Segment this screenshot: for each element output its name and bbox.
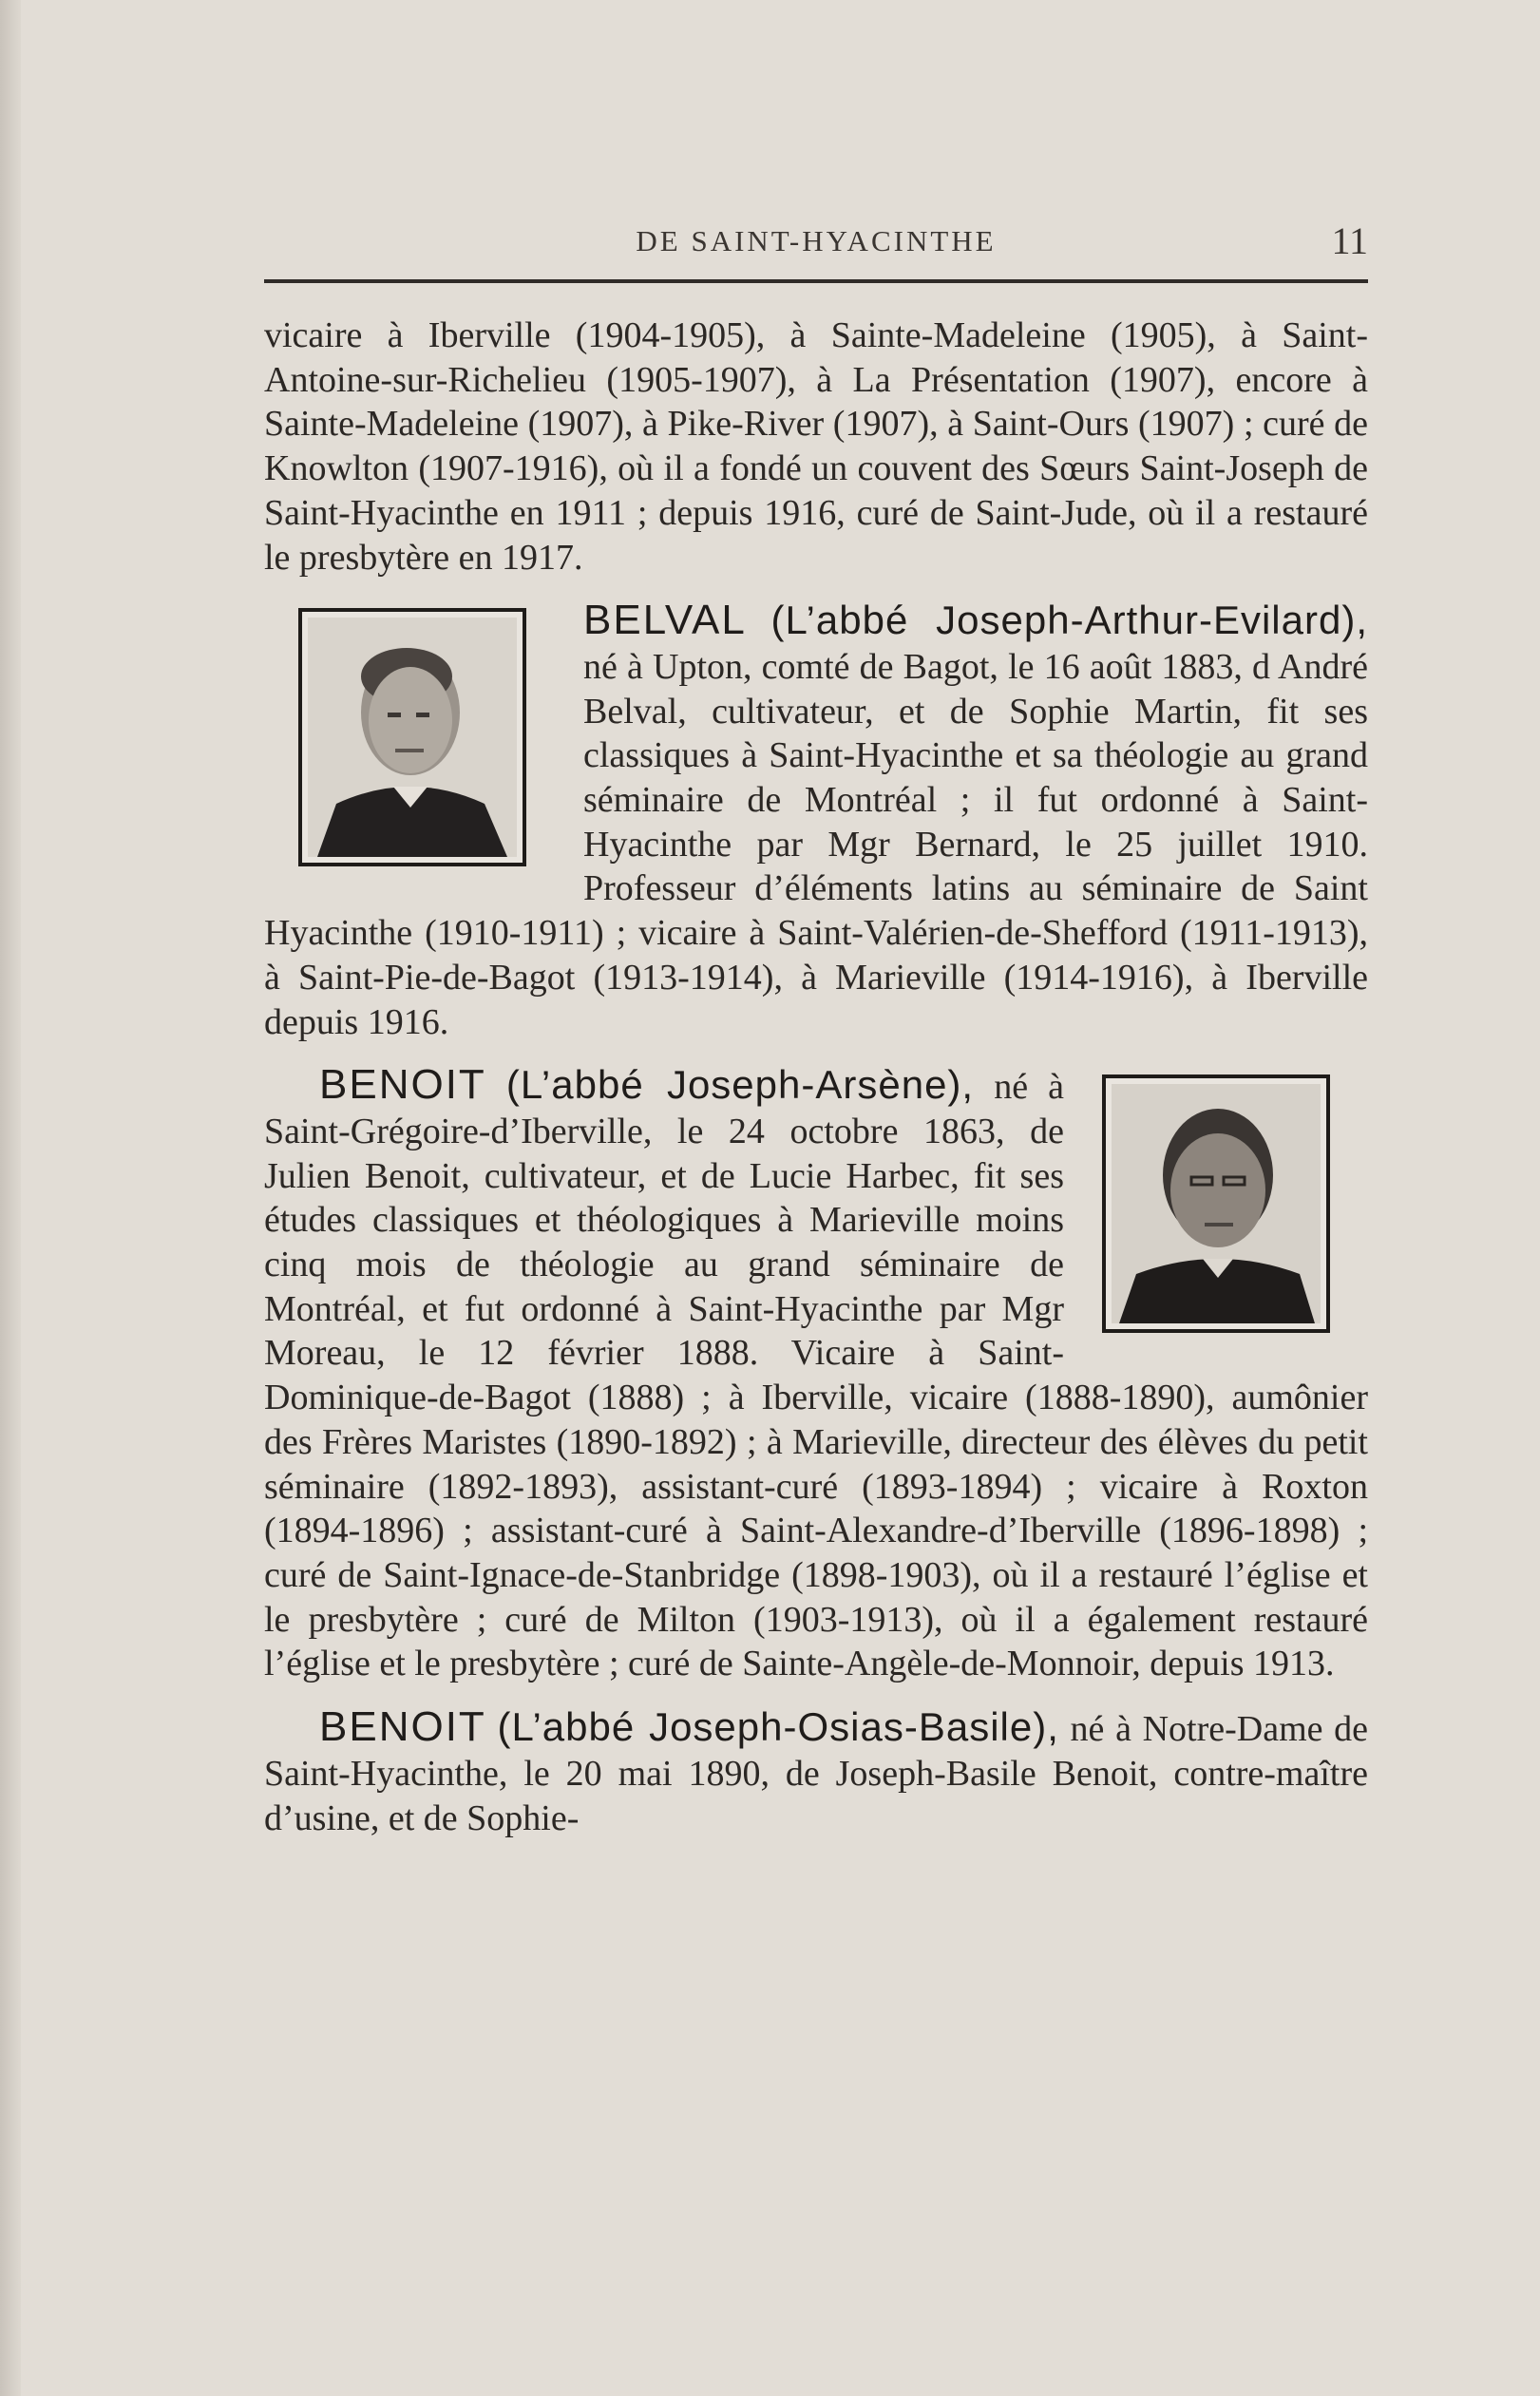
portrait-benoit-arsene-image [1112, 1084, 1321, 1323]
benoit-osias-text: né à Notre-Dame de Saint-Hyacinthe, le 20 mai 1890, de Joseph-Basile Benoit, contre-maître d’usine, et de Sophie- [264, 1709, 1369, 1838]
portrait-benoit-arsene [1102, 1074, 1330, 1333]
belval-given-name: (L’abbé Joseph-Arthur-Evilard), [770, 598, 1368, 643]
portrait-belval [298, 608, 526, 866]
page-number: 11 [1331, 219, 1368, 262]
entry-belval [264, 599, 1368, 1044]
page-edge [0, 0, 21, 2396]
benoit-arsene-surname: BENOIT [319, 1061, 486, 1109]
benoit-osias-surname: BENOIT [319, 1703, 486, 1751]
continuation-paragraph: vicaire à Iberville (1904-1905), à Sainte-Madeleine (1905), à Saint-Antoine-sur-Richelieu (1905-1907), à La Présentation (1907), encore à Sainte-Madeleine (1907), à Pike-River (1907), à Saint-Ours (1907) ; curé de Knowlton (1907-1916), où il a fondé un couvent des Sœurs Saint-Joseph de Saint-Hyacinthe en 1911 ; depuis 1916, curé de Saint-Jude, où il a restauré le presbytère en 1917. [264, 315, 1368, 578]
belval-text: né à Upton, comté de Bagot, le 16 août 1883, d André Belval, cultivateur, et de Sophie Martin, fit ses classiques à Saint-Hyacinthe et sa théologie au grand séminaire de Montréal ; il fut ordonné à Saint-Hyacinthe par Mgr Bernard, le 25 juillet 1910. Professeur d’éléments latins au séminaire de Saint Hyacinthe (1910-1911) ; vicaire à Saint-Valérien-de-Shefford (1911-1913), à Saint-Pie-de-Bagot (1913-1914), à Marieville (1914-1916), à Iberville depuis 1916. [264, 646, 1368, 1042]
page-header [264, 219, 1368, 264]
entry-benoit-arsene [264, 1063, 1368, 1686]
header-rule [264, 279, 1368, 283]
portrait-belval-image [308, 618, 517, 857]
entry-benoit-osias [264, 1705, 1368, 1840]
benoit-arsene-given-name: (L’abbé Joseph-Arsène), [505, 1062, 975, 1108]
belval-surname: BELVAL [583, 597, 747, 644]
body-text [264, 314, 1368, 1840]
benoit-osias-given-name: (L’abbé Joseph-Osias-Basile), [497, 1704, 1059, 1750]
running-head: DE SAINT-HYACINTHE [636, 224, 997, 257]
benoit-arsene-text: né à Saint-Grégoire-d’Iberville, le 24 octobre 1863, de Julien Benoit, cultivateur, et de Lucie Harbec, fit ses études classiques et théologiques à Marieville moins cinq mois de théologie au grand séminaire de Montréal, et fut ordonné à Saint-Hyacinthe par Mgr Moreau, le 12 février 1888. Vicaire à Saint-Dominique-de-Bagot (1888) ; à Iberville, vicaire (1888-1890), aumônier des Frères Maristes (1890-1892) ; à Marieville, directeur des élèves du petit séminaire (1892-1893), assistant-curé (1893-1894) ; vicaire à Roxton (1894-1896) ; assistant-curé à Saint-Alexandre-d’Iberville (1896-1898) ; curé de Saint-Ignace-de-Stanbridge (1898-1903), où il a restauré l’église et le presbytère ; curé de Milton (1903-1913), où il a également restauré l’église et le presbytère ; curé de Sainte-Angèle-de-Monnoir, depuis 1913. [264, 1067, 1368, 1684]
